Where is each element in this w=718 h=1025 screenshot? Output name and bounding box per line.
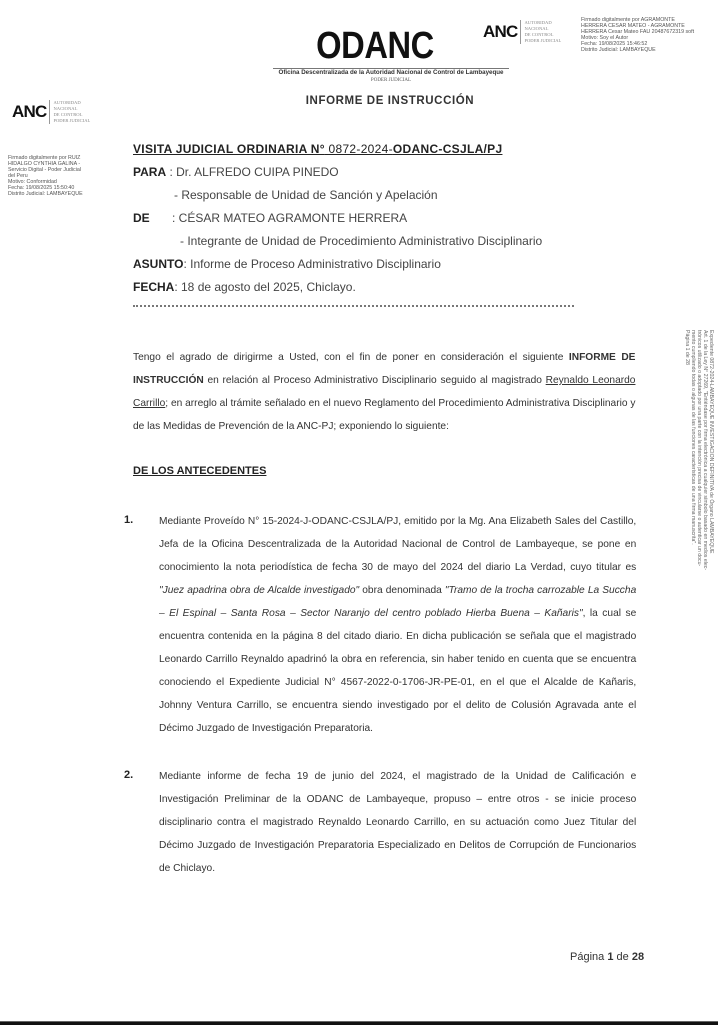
para-line [133,165,339,179]
signature-line: Distrito Judicial: LAMBAYEQUE [581,47,656,53]
anc-stamp-text [520,20,561,44]
asunto-label: ASUNTO [133,257,184,271]
anc-line: DE CONTROL [524,32,554,37]
item-text: obra denominada [359,584,445,596]
note-line: mento cumpliendo todas o algunas de las funciones características de una firma manuscrita". [690,330,696,545]
vertical-legal-note [684,330,714,630]
visita-label: VISITA JUDICIAL ORDINARIA N° [133,142,325,156]
anc-stamp-text [49,100,90,124]
note-line: Página 1 de 28 [684,330,690,365]
signature-line: Distrito Judicial: LAMBAYEQUE [8,191,83,197]
signature-line: Motivo: Conformidad [8,179,57,185]
de-label: DE [133,211,150,225]
signature-line: HIDALGO CYNTHIA GALINA - [8,161,81,167]
anc-logo: ANC [12,102,47,121]
signature-line: Motivo: Soy el Autor [581,35,629,41]
signature-line: Fecha: 19/08/2025 15:50:40 [8,185,75,191]
intro-paragraph [133,346,635,438]
viewer-bottom-bar [0,1021,718,1025]
item-number: 2. [124,769,134,781]
page-number [570,951,644,963]
anc-line: PODER JUDICIAL [524,38,562,43]
intro-text: ; en arreglo al trámite señalado en el nuevo Reglamento del Procedimiento Administrativa Disciplinario y de las Medidas de Prevención de la ANC-PJ; exponiendo lo siguiente: [133,397,636,432]
visita-number: 0872-2024- [328,142,393,156]
anc-stamp-right [483,20,561,44]
item-paragraph [159,510,636,740]
digital-signature-conformity [8,155,108,197]
signature-line: del Peru [8,173,28,179]
signature-line: Firmado digitalmente por AGRAMONTE [581,17,675,23]
signature-line: Firmado digitalmente por RUIZ [8,155,81,161]
fecha-label: FECHA [133,280,175,294]
magistrate-name: Reynaldo Leonardo Carrillo [133,374,636,409]
intro-text: Tengo el agrado de dirigirme a Usted, con el fin de poner en consideración el siguiente [133,351,569,363]
dashed-separator [133,305,574,307]
fecha-line [133,280,356,294]
digital-signature-author [581,17,718,53]
asunto-value: : Informe de Proceso Administrativo Disciplinario [183,257,441,271]
institution-name: PODER JUDICIAL [370,78,412,83]
page-total: 28 [631,951,645,963]
visita-suffix: ODANC-CSJLA/PJ [392,142,503,156]
anc-line: NACIONAL [524,26,549,31]
item-paragraph: Mediante informe de fecha 19 de junio del 2024, el magistrado de la Unidad de Calificación e Investigación Preliminar de la ODANC de Lambayeque, propuso – entre otros - se inicie proceso disciplinario contra el magistrado Reynaldo Leonardo Carrillo, en su actuación como Juez Titular del Décimo Juzgado de Investigación Preparatoria Especializado en Delitos de Corrupción de Funcionarios de Chiclayo. [159,770,637,874]
signature-line: HERRERA Cesar Mateo FAU 20487672319 soft [581,29,695,35]
asunto-line [133,257,441,271]
signature-line: Fecha: 19/08/2025 15:46:52 [581,41,648,47]
item-number: 1. [124,514,134,526]
odanc-logo: ODANC [316,25,434,67]
item-text: Mediante Proveído N° 15-2024-J-ODANC-CSJLA/PJ, emitido por la Mg. Ana Elizabeth Sales del Castillo, Jefa de la Oficina Descentralizada de la Autoridad Nacional de Control de Lambayeque, se pone en conocimiento la nota periodística de fecha 30 de mayo del 2024 del diario La Verdad, cuyo titular es [159,515,637,573]
page-current: 1 [607,951,614,963]
anc-line: AUTORIDAD [524,20,552,25]
para-role: - Responsable de Unidad de Sanción y Apelación [174,188,438,202]
note-line: Art. 1 de la Ley N° 27269, "Entiéndase por firma electrónica a cualquier símbolo basado en medios elec- [702,330,708,571]
de-role: - Integrante de Unidad de Procedimiento Administrativo Disciplinario [180,234,543,248]
signature-line: Servicio Digital - Poder Judicial [8,167,82,173]
para-value: : Dr. ALFREDO CUIPA PINEDO [169,165,339,179]
item-text: , la cual se encuentra contenida en la página 8 del citado diario. En dicha publicación se señala que el magistrado Leonardo Carrillo Reynaldo apadrinó la obra en referencia, sin haber tenido en cuenta que se encuentra conociendo el Expediente Judicial N° 4567-2022-0-1706-JR-PE-01, en el que el Alcalde de Kañaris, Johnny Ventura Carrillo, se encuentra siendo investigado por el delito de Colusión Agravada ante el Décimo Juzgado de Investigación Preparatoria. [159,607,637,734]
document-title: INFORME DE INSTRUCCIÓN [305,95,475,107]
signature-line: HERRERA CESAR MATEO - AGRAMONTE [581,23,685,29]
page-label: Página [570,951,605,963]
fecha-value: : 18 de agosto del 2025, Chiclayo. [174,280,356,294]
project-quote: "Tramo de la trocha carrozable La Succha – El Espinal – Santa Rosa – Sector Naranjo del centro poblado Hierba Buena – Kañaris" [159,584,637,619]
section-heading: DE LOS ANTECEDENTES [133,465,267,477]
visita-reference [133,142,502,156]
page-of: de [616,951,629,963]
anc-line: PODER JUDICIAL [53,118,91,123]
de-line [133,211,407,225]
note-line: trónicos utilizado o adoptado por una parte con la intención precisa de vincularse o autenticar un docu- [696,330,702,567]
anc-stamp-left [12,100,90,124]
anc-line: AUTORIDAD [53,100,81,105]
note-line: Expediente 0872-2024-LAMBAYEQUE INVESTIGACION DEFINITIVA de Órgano LAMBAYEQUE [708,330,714,554]
intro-bold: INFORME DE INSTRUCCIÓN [133,351,636,386]
anc-line: NACIONAL [53,106,78,111]
de-value: : CÉSAR MATEO AGRAMONTE HERRERA [172,211,408,225]
intro-text: en relación al Proceso Administrativo Disciplinario seguido al magistrado [203,374,546,386]
anc-line: DE CONTROL [53,112,83,117]
para-label: PARA [133,165,167,179]
office-subtitle: Oficina Descentralizada de la Autoridad Nacional de Control de Lambayeque [278,69,504,76]
anc-logo: ANC [483,22,518,41]
headline-quote: "Juez apadrina obra de Alcalde investigado" [159,584,360,596]
